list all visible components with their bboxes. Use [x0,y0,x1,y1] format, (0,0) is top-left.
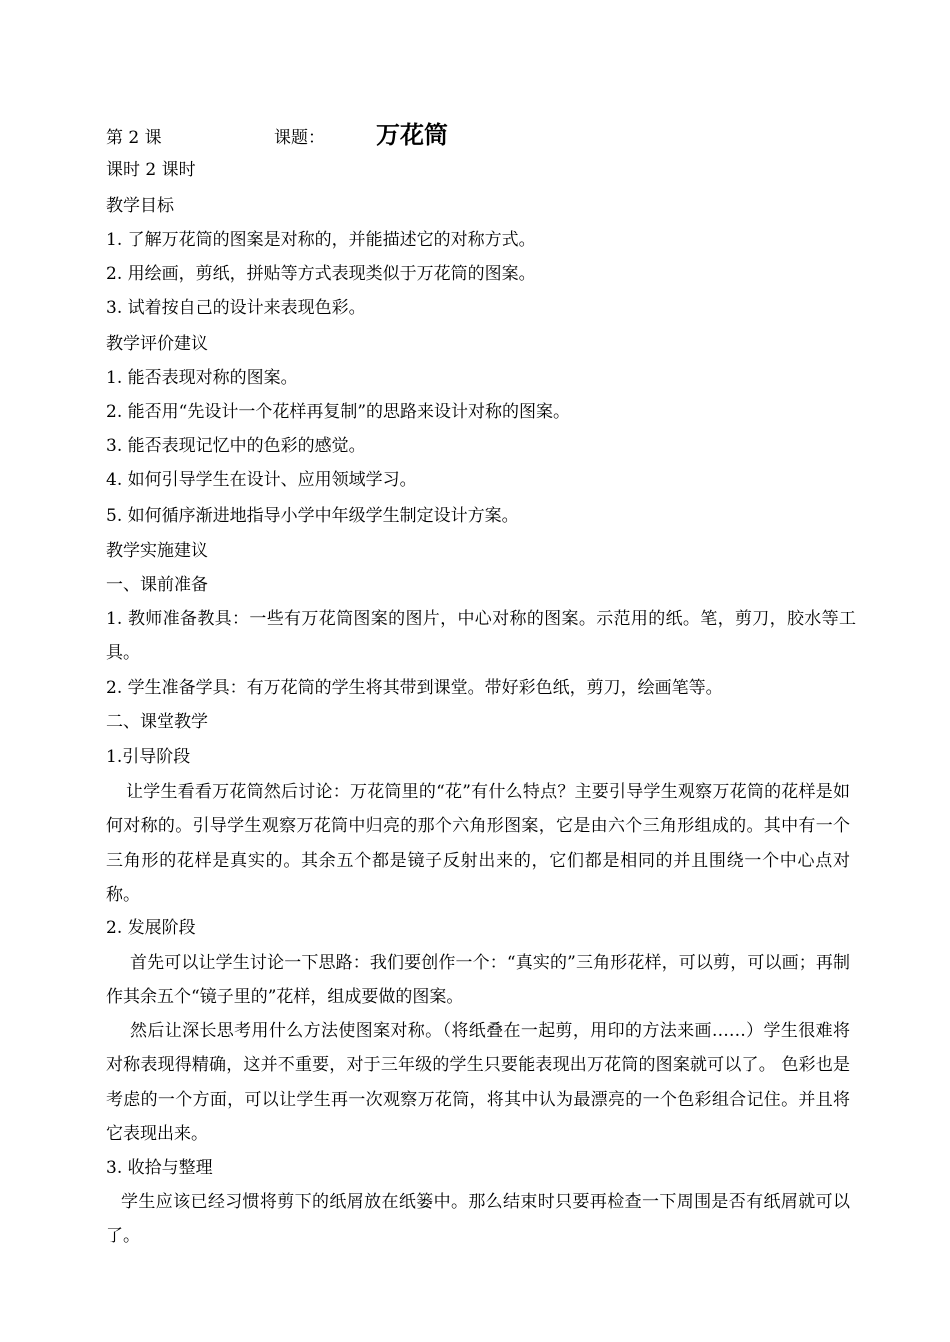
evaluation-item: 5. 如何循序渐进地指导小学中年级学生制定设计方案。 [106,506,519,526]
goal-item: 3. 试着按自己的设计来表现色彩。 [106,298,366,318]
prep-heading: 一、课前准备 [106,575,208,595]
goals-heading: 教学目标 [106,196,174,216]
evaluation-item: 4. 如何引导学生在设计、应用领域学习。 [106,470,417,490]
stage2-text-1: 首先可以让学生讨论一下思路：我们要创作一个：“真实的”三角形花样，可以剪，可以画；再制作其余五个“镜子里的”花样，组成要做的图案。 [106,953,850,1008]
stage1-heading: 1.引导阶段 [106,747,191,767]
evaluation-item: 3. 能否表现记忆中的色彩的感觉。 [106,436,366,456]
evaluation-heading: 教学评价建议 [106,334,208,354]
prep-teacher: 1. 教师准备教具：一些有万花筒图案的图片，中心对称的图案。示范用的纸。笔，剪刀，胶水等工具。 [106,609,856,664]
stage1-text: 让学生看看万花筒然后讨论：万花筒里的“花”有什么特点？主要引导学生观察万花筒的花样是如何对称的。引导学生观察万花筒中归亮的那个六角形图案，它是由六个三角形组成的。其中有一个三角形的花样是真实的。其余五个都是镜子反射出来的，它们都是相同的并且围绕一个中心点对称。 [106,782,850,905]
stage2-heading: 2. 发展阶段 [106,918,196,938]
lesson-number: 第 2 课 [106,128,162,148]
evaluation-item: 1. 能否表现对称的图案。 [106,368,298,388]
implementation-heading: 教学实施建议 [106,541,208,561]
stage3-heading: 3. 收拾与整理 [106,1158,213,1178]
lesson-title: 万花筒 [376,121,448,149]
stage2-text-2: 然后让深长思考用什么方法使图案对称。（将纸叠在一起剪，用印的方法来画……）学生很难将对称表现得精确，这并不重要，对于三年级的学生只要能表现出万花筒的图案就可以了。 色彩也是考虑的一个方面，可以让学生再一次观察万花筒，将其中认为最漂亮的一个色彩组合记住。并且将它表现出来。 [106,1021,850,1144]
class-hours: 课时 2 课时 [106,160,196,180]
evaluation-item: 2. 能否用“先设计一个花样再复制”的思路来设计对称的图案。 [106,402,571,422]
prep-student: 2. 学生准备学具：有万花筒的学生将其带到课堂。带好彩色纸，剪刀，绘画笔等。 [106,678,723,698]
goal-item: 2. 用绘画，剪纸，拼贴等方式表现类似于万花筒的图案。 [106,264,536,284]
stage3-text: 学生应该已经习惯将剪下的纸屑放在纸篓中。那么结束时只要再检查一下周围是否有纸屑就可以了。 [106,1192,850,1247]
goal-item: 1. 了解万花筒的图案是对称的，并能描述它的对称方式。 [106,230,536,250]
class-heading: 二、课堂教学 [106,712,208,732]
topic-label: 课题： [274,128,325,148]
title-row [106,122,846,152]
